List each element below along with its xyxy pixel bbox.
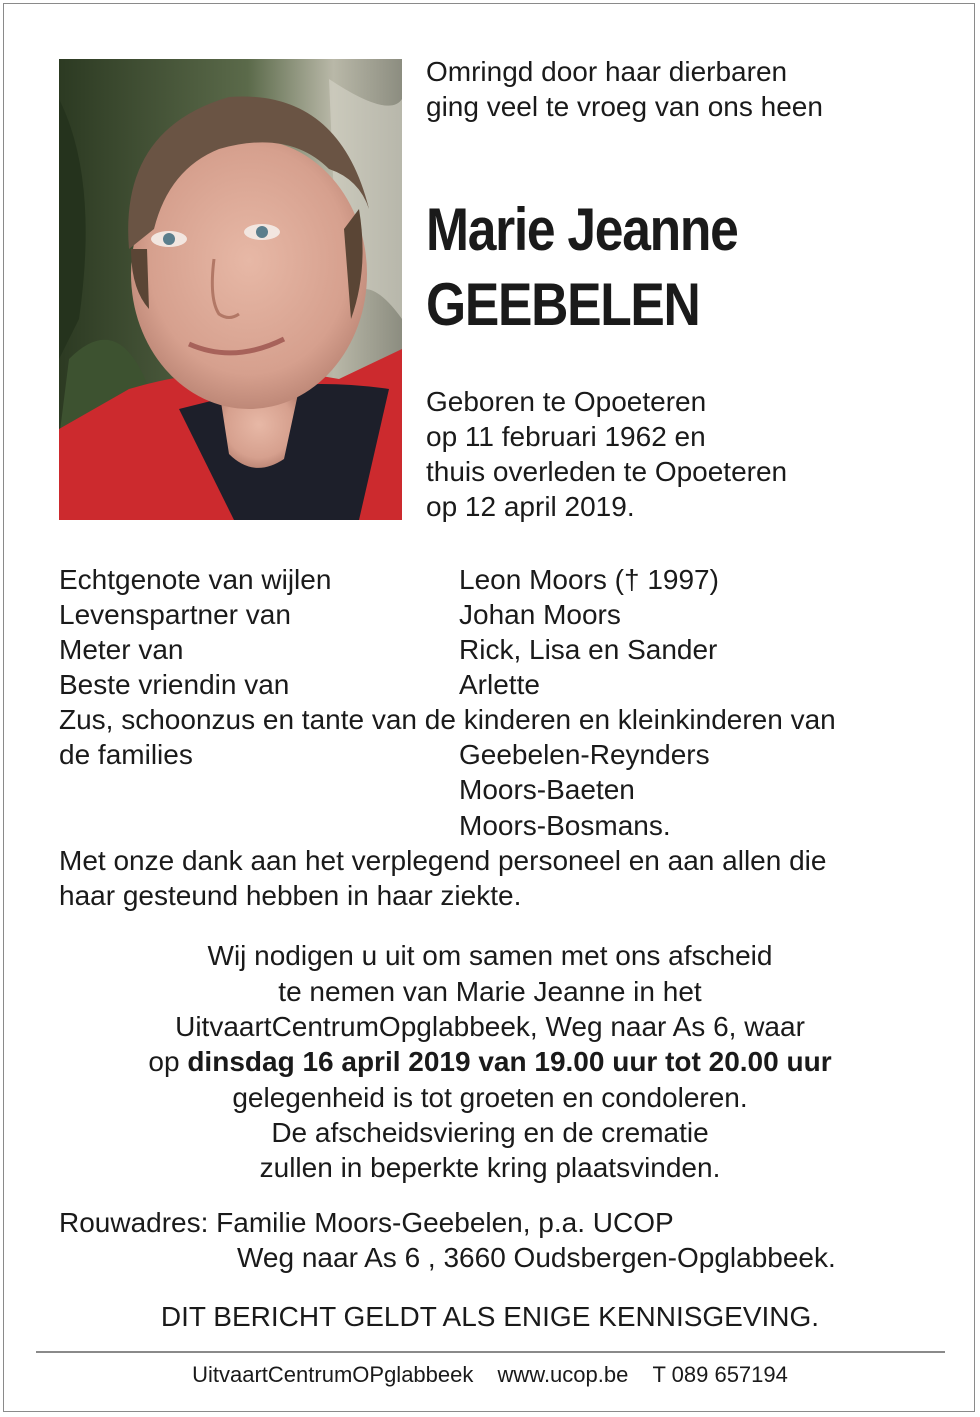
invitation-date-prefix: op bbox=[148, 1046, 188, 1077]
birth-line-3: thuis overleden te Opoeteren bbox=[426, 456, 788, 487]
intro-line-2: ging veel te vroeg van ons heen bbox=[426, 91, 823, 122]
invitation-line-1: Wij nodigen u uit om samen met ons afscheid bbox=[207, 940, 773, 971]
thanks-line-2: haar gesteund hebben in haar ziekte. bbox=[59, 880, 522, 911]
birth-death-details bbox=[426, 384, 787, 524]
invitation-line-3: UitvaartCentrumOpglabbeek, Weg naar As 6, waar bbox=[175, 1011, 805, 1042]
invitation-line-6: De afscheidsviering en de crematie bbox=[271, 1117, 709, 1148]
family-name: Moors-Bosmans. bbox=[459, 810, 671, 841]
relation-value: Arlette bbox=[459, 669, 540, 700]
footer-company: UitvaartCentrumOPglabbeek bbox=[192, 1362, 474, 1387]
intro-line-1: Omringd door haar dierbaren bbox=[426, 56, 788, 87]
invitation-line-4 bbox=[0, 1044, 980, 1079]
mourning-address-line-2: Weg naar As 6 , 3660 Oudsbergen-Opglabbeek. bbox=[237, 1242, 836, 1273]
mourning-address-line-1: Rouwadres: Familie Moors-Geebelen, p.a. UCOP bbox=[59, 1207, 674, 1238]
footer-divider bbox=[36, 1351, 945, 1353]
relation-label: Echtgenote van wijlen bbox=[59, 564, 332, 595]
family-name: Moors-Baeten bbox=[459, 774, 635, 805]
relation-label: Meter van bbox=[59, 634, 184, 665]
relation-label: Levenspartner van bbox=[59, 599, 291, 630]
intro-text bbox=[426, 54, 823, 124]
invitation-line-7: zullen in beperkte kring plaatsvinden. bbox=[259, 1152, 721, 1183]
invitation-line-2: te nemen van Marie Jeanne in het bbox=[278, 976, 702, 1007]
footer-website[interactable]: www.ucop.be bbox=[497, 1362, 629, 1387]
families-label: de families bbox=[59, 739, 193, 770]
deceased-surname: GEEBELEN bbox=[426, 271, 700, 338]
relation-value: Leon Moors († 1997) bbox=[459, 564, 719, 595]
footer bbox=[0, 1362, 980, 1388]
family-name: Geebelen-Reynders bbox=[459, 739, 710, 770]
thanks-line-1: Met onze dank aan het verplegend personeel en aan allen die bbox=[59, 845, 827, 876]
invitation-date-time: dinsdag 16 april 2019 van 19.00 uur tot 20.00 uur bbox=[187, 1046, 832, 1077]
deceased-first-names: Marie Jeanne bbox=[426, 196, 738, 263]
footer-phone: T 089 657194 bbox=[652, 1362, 788, 1387]
relation-label: Beste vriendin van bbox=[59, 669, 290, 700]
relation-value: Johan Moors bbox=[459, 599, 621, 630]
notice-text: DIT BERICHT GELDT ALS ENIGE KENNISGEVING. bbox=[160, 1301, 820, 1332]
invitation-line-5: gelegenheid is tot groeten en condoleren. bbox=[232, 1082, 748, 1113]
birth-line-1: Geboren te Opoeteren bbox=[426, 386, 707, 417]
portrait-photo bbox=[59, 59, 402, 520]
birth-line-4: op 12 april 2019. bbox=[426, 491, 635, 522]
birth-line-2: op 11 februari 1962 en bbox=[426, 421, 706, 452]
families-intro: Zus, schoonzus en tante van de kinderen en kleinkinderen van bbox=[59, 704, 836, 735]
relation-value: Rick, Lisa en Sander bbox=[459, 634, 718, 665]
